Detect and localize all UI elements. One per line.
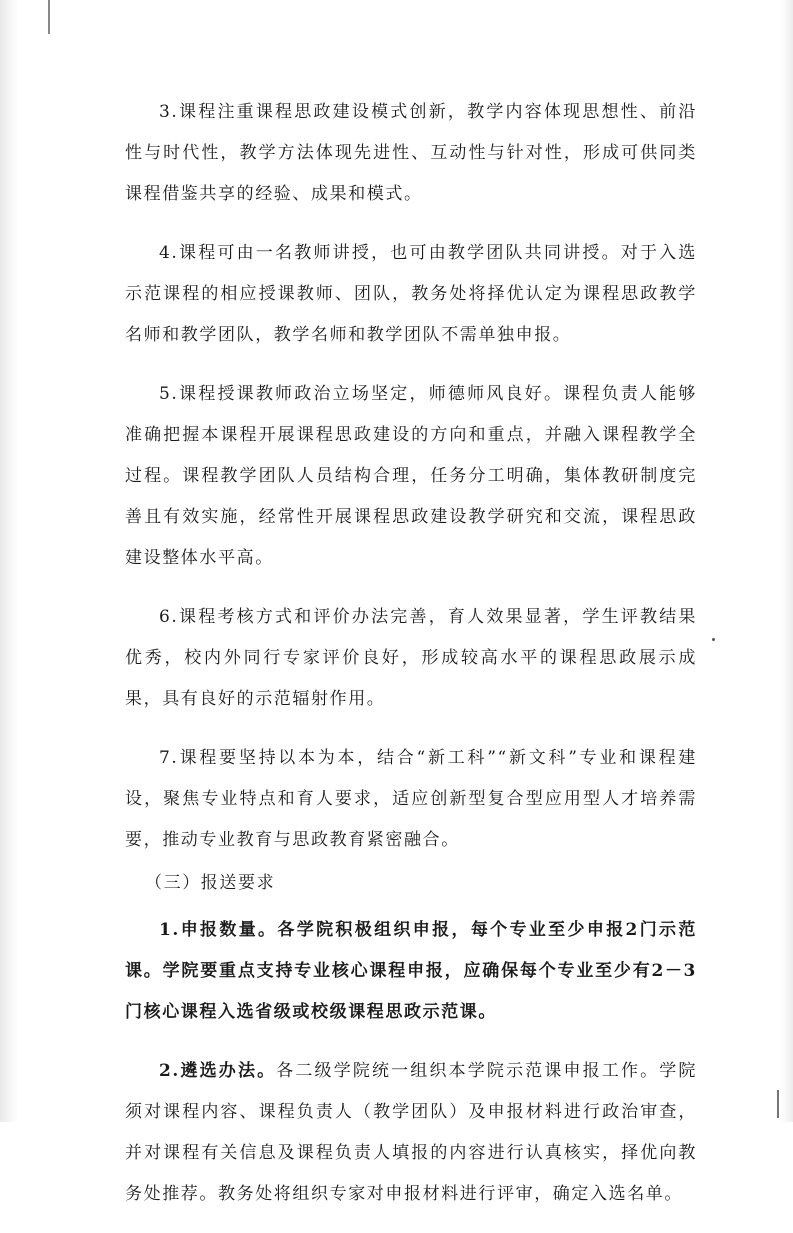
requirement-selection xyxy=(125,1051,697,1215)
paragraph-item-3: 3.课程注重课程思政建设模式创新，教学内容体现思想性、前沿性与时代性，教学方法体现先进性、互动性与针对性，形成可供同类课程借鉴共享的经验、成果和模式。 xyxy=(125,102,697,204)
requirement-quantity xyxy=(125,910,697,1033)
requirement-selection-lead: 2.遴选办法。 xyxy=(159,1061,277,1081)
paragraph-item-5: 5.课程授课教师政治立场坚定，师德师风良好。课程负责人能够准确把握本课程开展课程思政建设的方向和重点，并融入课程教学全过程。课程教学团队人员结构合理，任务分工明确，集体教研制度完善且有效实施，经常性开展课程思政建设教学研究和交流，课程思政建设整体水平高。 xyxy=(125,384,697,568)
requirement-quantity-lead: 1.申报数量。 xyxy=(159,920,278,940)
requirement-selection-body: 各二级学院统一组织本学院示范课申报工作。学院须对课程内容、课程负责人（教学团队）及申报材料进行政治审查，并对课程有关信息及课程负责人填报的内容进行认真核实，择优向教务处推荐。教务处将组织专家对申报材料进行评审，确定入选名单。 xyxy=(125,1061,697,1204)
paragraph-item-6: 6.课程考核方式和评价办法完善，育人效果显著，学生评教结果优秀，校内外同行专家评价良好，形成较高水平的课程思政展示成果，具有良好的示范辐射作用。 xyxy=(125,607,697,709)
paragraph-item-4: 4.课程可由一名教师讲授，也可由教学团队共同讲授。对于入选示范课程的相应授课教师、团队，教务处将择优认定为课程思政教学名师和教学团队，教学名师和教学团队不需单独申报。 xyxy=(125,243,697,345)
document-body xyxy=(125,92,697,1233)
section-heading: （三）报送要求 xyxy=(145,873,276,893)
scan-edge-right xyxy=(781,0,793,1122)
requirement-quantity-body: 各学院积极组织申报，每个专业至少申报2门示范课。学院要重点支持专业核心课程申报，应确保每个专业至少有2－3门核心课程入选省级或校级课程思政示范课。 xyxy=(125,920,698,1022)
scan-artifact-right xyxy=(777,1090,779,1118)
scan-artifact-top xyxy=(48,0,50,34)
scan-speck xyxy=(712,638,715,641)
scan-edge-left xyxy=(0,0,18,1122)
paragraph-item-7: 7.课程要坚持以本为本，结合“新工科”“新文科”专业和课程建设，聚焦专业特点和育人要求，适应创新型复合型应用型人才培养需要，推动专业教育与思政教育紧密融合。 xyxy=(125,748,697,850)
